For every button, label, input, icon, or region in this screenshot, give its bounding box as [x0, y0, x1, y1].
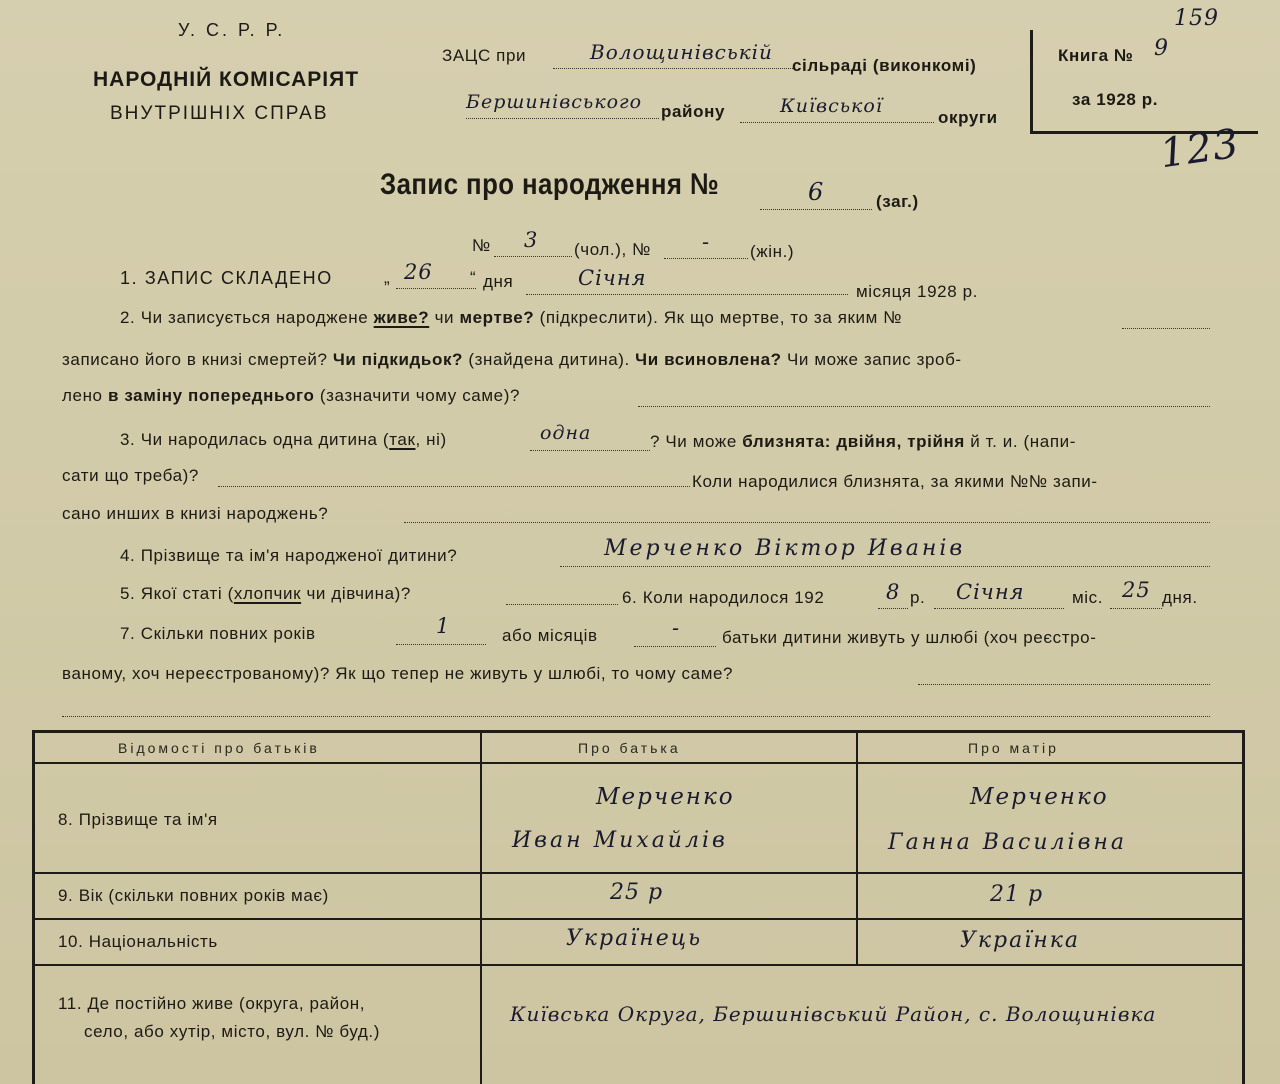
q2-foundling: Чи підкидьок? — [332, 350, 464, 369]
district-name: Бершинівського — [466, 91, 643, 113]
q3-no-option: , ні) — [415, 430, 447, 449]
q5-boy-option: хлопчик — [233, 584, 302, 603]
q6-year-label: р. — [910, 588, 926, 607]
record-suffix: (заг.) — [876, 192, 919, 211]
q3-line3: сано инших в книзі народжень? — [62, 504, 329, 523]
male-number-line — [494, 256, 572, 257]
region-label: округи — [938, 108, 998, 127]
q3-line1-a — [120, 430, 447, 450]
table-header-divider — [32, 762, 1244, 764]
q7-prefix: 7. Скільки повних років — [120, 624, 316, 643]
male-label: (чол.), № — [574, 240, 651, 259]
female-label: (жін.) — [750, 242, 795, 261]
q3-yes-option: так — [389, 430, 416, 449]
q6-day: 25 — [1122, 578, 1151, 602]
record-title: Запис про народження № — [380, 168, 720, 201]
residence-answer: Київська Округа, Бершинівський Район, с. Волощинівка — [510, 1002, 1157, 1026]
mother-given-name: Ганна Василівна — [888, 830, 1128, 855]
q7-years-line — [396, 644, 486, 645]
book-box-left — [1030, 30, 1033, 134]
row-name-label: 8. Прізвище та ім'я — [58, 810, 218, 829]
q1-day-line — [396, 288, 476, 289]
q5-line — [120, 584, 411, 604]
q5-rest: чи дівчина)? — [306, 584, 411, 603]
q3-answer: одна — [540, 422, 592, 444]
mother-age: 21 р — [990, 882, 1044, 907]
sub-prefix: № — [472, 236, 491, 255]
q1-day: 26 — [404, 260, 433, 284]
q1-month-line — [526, 294, 848, 295]
table-border-left — [32, 730, 35, 1084]
table-col-divider-2 — [856, 730, 858, 966]
commissariat-subtitle: ВНУТРІШНІХ СПРАВ — [110, 103, 329, 124]
row-nationality-label: 10. Національність — [58, 932, 218, 951]
q7-reason-line-2 — [62, 716, 1210, 717]
table-col-divider-1 — [480, 730, 482, 1084]
q6-month: Січня — [956, 580, 1025, 604]
q3-mid: ? Чи може — [650, 432, 737, 451]
q7-months-line — [634, 646, 716, 647]
q2-death-number-line — [1122, 328, 1210, 329]
q1-prefix: 1. ЗАПИС СКЛАДЕНО — [120, 268, 333, 288]
q2-line3-a: лено — [62, 386, 103, 405]
q6-day-line — [1110, 608, 1162, 609]
q3-end: й т. и. (напи- — [970, 432, 1076, 451]
q2-prefix: 2. Чи записується народжене — [120, 308, 369, 327]
q3-line1-b — [650, 432, 1076, 452]
table-border-right — [1242, 730, 1245, 1084]
q1-quote-close: “ — [470, 268, 477, 287]
q2-reason-line — [638, 406, 1210, 407]
q1-quote-open: „ — [384, 268, 391, 287]
col-header-father: Про батька — [578, 740, 681, 756]
q6-year-line — [878, 608, 908, 609]
q2-line2-c: Чи може запис зроб- — [786, 350, 962, 369]
q2-line2-b: (знайдена дитина). — [468, 350, 630, 369]
q3-prefix: 3. Чи народилась одна дитина ( — [120, 430, 390, 449]
q2-line1 — [120, 308, 902, 328]
q2-replacement: в заміну попереднього — [107, 386, 315, 405]
commissariat-title: НАРОДНІЙ КОМІСАРІЯТ — [93, 68, 360, 91]
q2-line2 — [62, 350, 962, 370]
q2-line2-a: записано його в книзі смертей? — [62, 350, 328, 369]
table-border-top — [32, 730, 1244, 733]
q6-day-label: дня. — [1162, 588, 1198, 607]
father-surname: Мерченко — [596, 784, 735, 810]
book-number: 9 — [1154, 36, 1169, 61]
q7-mid: або місяців — [502, 626, 598, 645]
q1-month: Січня — [578, 266, 647, 290]
q7-reason-line — [918, 684, 1210, 685]
republic-abbr: У. С. Р. Р. — [178, 20, 286, 40]
q2-dead-option: мертве? — [459, 308, 535, 327]
q7-rest: батьки дитини живуть у шлюбі (хоч реєстро- — [722, 628, 1097, 647]
corner-number: 159 — [1174, 6, 1219, 31]
q2-or: чи — [434, 308, 455, 327]
male-number: 3 — [524, 228, 539, 252]
q6-month-line — [934, 608, 1064, 609]
q3-twins-line — [218, 486, 690, 487]
q4-answer: Мерченко Віктор Иванів — [604, 536, 966, 561]
table-row-divider-1 — [32, 872, 1244, 874]
q3-twins: близнята: двійня, трійня — [742, 432, 965, 451]
zags-prefix: ЗАЦС при — [442, 46, 527, 65]
table-row-divider-2 — [32, 918, 1244, 920]
zags-line — [553, 68, 793, 69]
region-name: Київської — [780, 95, 883, 117]
q1-day-label: дня — [483, 272, 514, 291]
region-line — [740, 122, 934, 123]
q2-adopted: Чи всиновлена? — [635, 350, 782, 369]
book-label: Книга № — [1058, 46, 1134, 65]
q7-months: - — [672, 616, 681, 640]
col-header-mother: Про матір — [968, 740, 1059, 756]
mother-nationality: Українка — [960, 928, 1081, 953]
zags-village: Волощинівській — [590, 40, 773, 64]
female-number-line — [664, 258, 748, 259]
q4-answer-line — [560, 566, 1210, 567]
father-nationality: Українець — [566, 926, 703, 951]
row-residence-label-1: 11. Де постійно живе (округа, район, — [58, 994, 366, 1013]
district-line — [466, 118, 659, 119]
district-label: району — [661, 102, 725, 121]
record-number: 6 — [808, 178, 825, 206]
q5-answer-line — [506, 604, 618, 605]
row-age-label: 9. Вік (скільки повних років має) — [58, 886, 329, 905]
mother-surname: Мерченко — [970, 784, 1109, 810]
father-age: 25 р — [610, 880, 664, 905]
q6-month-label: міс. — [1072, 588, 1104, 607]
q2-line3-b: (зазначити чому саме)? — [319, 386, 521, 405]
row-residence-label-2: село, або хутір, місто, вул. № буд.) — [84, 1022, 381, 1041]
q3-line2-a: сати що треба)? — [62, 466, 199, 485]
q6-year: 8 — [886, 580, 901, 604]
col-header-parents: Відомості про батьків — [118, 740, 320, 756]
q7-line2: ваному, хоч нереєстрованому)? Як що тепер не живуть у шлюбі, то чому саме? — [62, 664, 734, 683]
female-number: - — [702, 230, 711, 254]
q4-label: 4. Прізвище та ім'я народженої дитини? — [120, 546, 458, 565]
book-year: за 1928 р. — [1072, 90, 1159, 109]
q5-prefix: 5. Якої статі ( — [120, 584, 234, 603]
corner-mark: 123 — [1157, 120, 1243, 178]
q3-answer-line — [530, 450, 650, 451]
q3-numbers-line — [404, 522, 1210, 523]
q6-label: 6. Коли народилося 192 — [622, 588, 825, 607]
father-given-name: Иван Михайлів — [512, 828, 728, 853]
q7-years: 1 — [436, 614, 451, 638]
record-number-line — [760, 209, 872, 210]
zags-suffix: сільраді (виконкомі) — [792, 56, 977, 75]
q2-alive-option: живе? — [373, 308, 430, 327]
q1-month-label: місяця 1928 р. — [856, 282, 978, 301]
q2-line3 — [62, 386, 520, 406]
table-row-divider-3 — [32, 964, 1244, 966]
q2-rest: (підкреслити). Як що мертве, то за яким № — [539, 308, 903, 327]
q3-line2-b: Коли народилися близнята, за якими №№ запи- — [692, 472, 1098, 491]
